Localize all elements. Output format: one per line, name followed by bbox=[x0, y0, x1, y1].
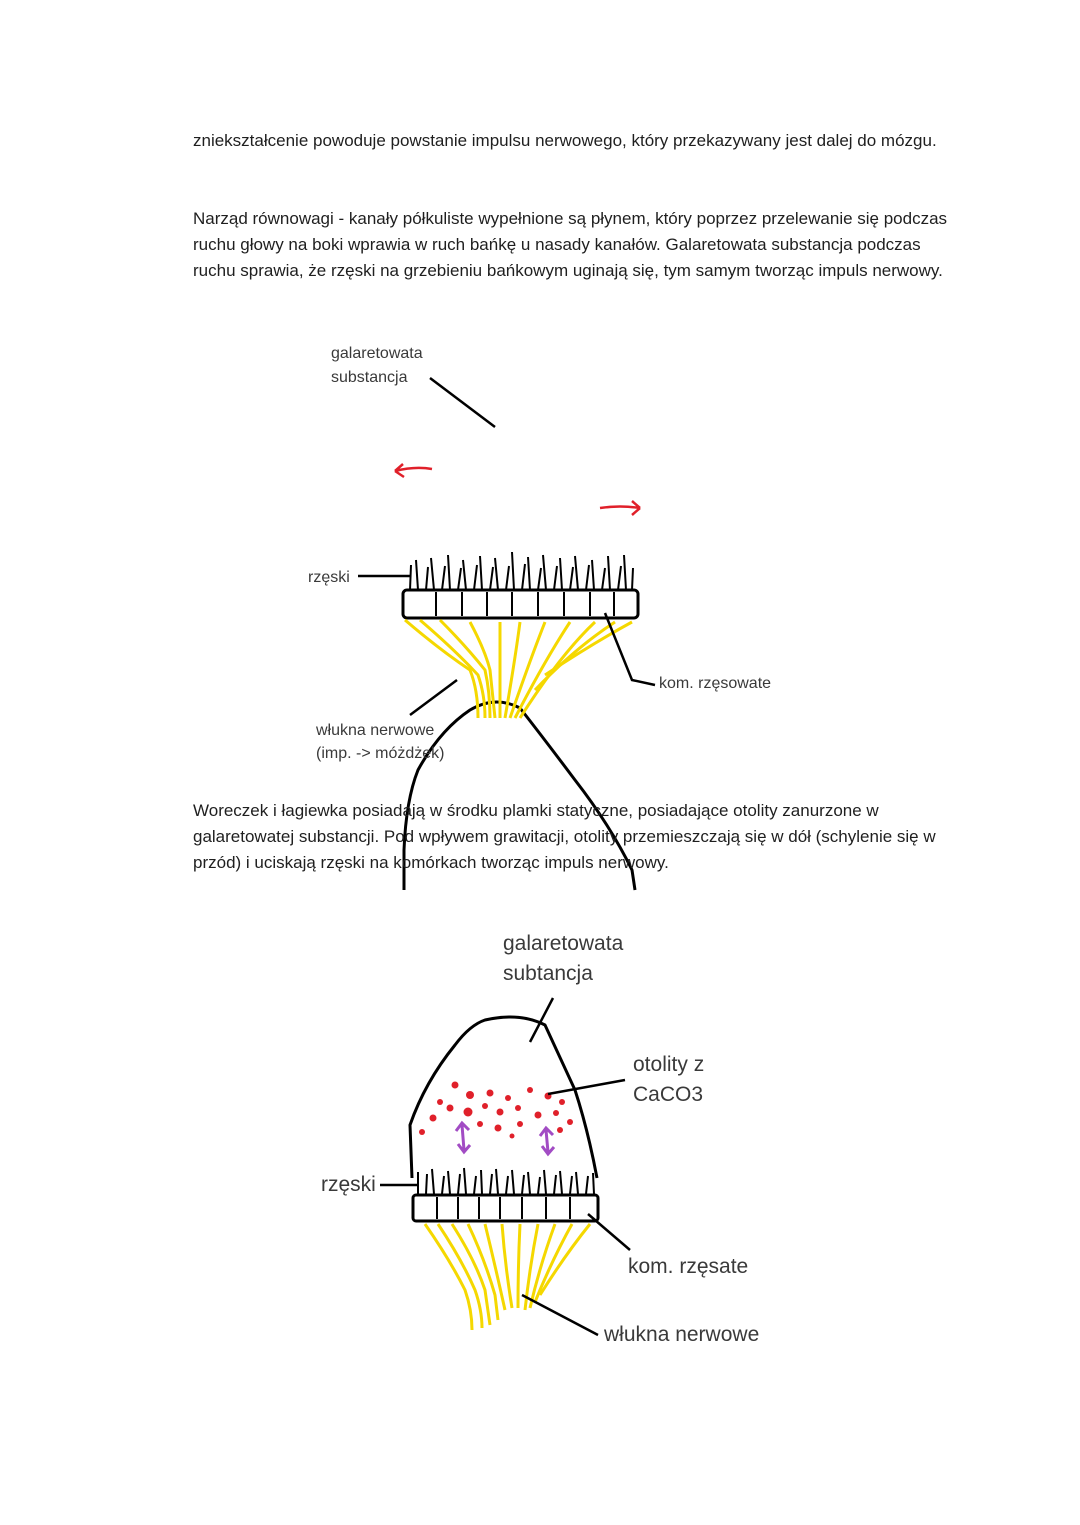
up-down-arrow-icon bbox=[456, 1123, 470, 1152]
leader-fibers bbox=[522, 1295, 598, 1335]
nerve-fibers bbox=[405, 620, 632, 718]
leader-gel bbox=[430, 378, 495, 427]
label-fibers-1: włukna nerwowe bbox=[316, 722, 435, 739]
label-cilia: rzęski bbox=[308, 569, 350, 586]
label-fibers: włukna nerwowe bbox=[604, 1323, 760, 1346]
up-down-arrow-icon bbox=[540, 1128, 554, 1154]
leader-cells bbox=[588, 1214, 630, 1250]
motion-arrows bbox=[395, 464, 640, 515]
label-gel-1: galaretowata bbox=[331, 345, 423, 362]
paragraph-semicircular-canals: Narząd równowagi - kanały półkuliste wypełnione są płynem, który poprzez przelewanie się podczas ruchu głowy na boki wprawia w ruch bańkę u nasady kanałów. Galaretowata substancja podczas ruchu sprawia, że rzęski na grzebieniu bańkowym uginają się, tym samym tworząc impuls nerwowy. bbox=[193, 209, 948, 280]
label-otoliths-2: CaCO3 bbox=[633, 1083, 704, 1106]
label-gel-1: galaretowata bbox=[503, 932, 624, 955]
nerve-fibers bbox=[425, 1224, 590, 1330]
label-fibers-2: (imp. -> móżdżek) bbox=[316, 745, 445, 762]
right-arrow-icon bbox=[600, 501, 640, 515]
label-gel-2: subtancja bbox=[503, 962, 593, 985]
macula-outline bbox=[410, 1017, 597, 1178]
label-cilia: rzęski bbox=[321, 1173, 376, 1196]
cupula-diagram bbox=[0, 330, 1080, 780]
otolith-arrows bbox=[456, 1123, 554, 1154]
macula-diagram bbox=[0, 990, 1080, 1370]
label-otoliths-1: otolity z bbox=[633, 1053, 705, 1076]
cilia-group bbox=[410, 552, 633, 590]
leader-otoliths bbox=[548, 1080, 625, 1094]
cilia-group bbox=[418, 1168, 594, 1194]
label-hair-cells: kom. rzęsowate bbox=[659, 675, 772, 692]
label-gel-2: substancja bbox=[331, 369, 408, 386]
hair-cells-row bbox=[403, 590, 638, 618]
leader-fibers bbox=[410, 680, 457, 715]
paragraph-hearing-end: zniekształcenie powoduje powstanie impulsu nerwowego, który przekazywany jest dalej do mózgu. bbox=[193, 131, 937, 150]
paragraph-utricle-saccule: Woreczek i łagiewka posiadają w środku plamki statyczne, posiadające otolity zanurzone w galaretowatej substancji. Pod wpływem grawitacji, otolity przemieszczają się w dół (schylenie się w przód) i uciskają rzęski na komórkach tworząc impuls nerwowy. bbox=[193, 801, 936, 872]
label-hair-cells: kom. rzęsate bbox=[628, 1255, 749, 1278]
left-arrow-icon bbox=[395, 464, 432, 477]
